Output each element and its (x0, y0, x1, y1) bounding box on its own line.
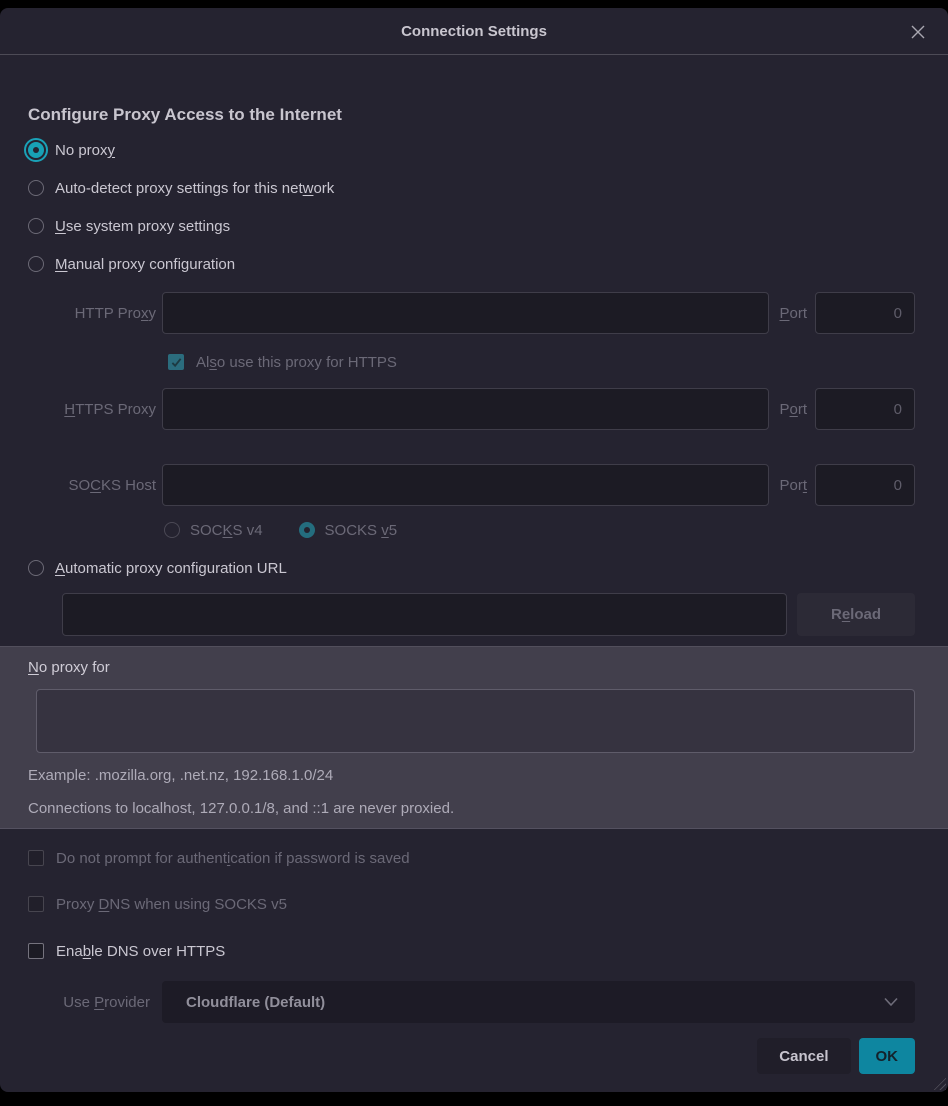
radio-label: No proxy (55, 141, 116, 159)
autoconfig-url-row (0, 593, 948, 636)
dialog-title: Connection Settings (401, 22, 547, 40)
http-proxy-label: HTTP Proxy (74, 304, 156, 322)
radio-label: Manual proxy configuration (55, 255, 236, 273)
no-proxy-example-text: Example: .mozilla.org, .net.nz, 192.168.1.0/24 (28, 767, 334, 784)
close-icon (910, 24, 926, 40)
radio-auto-detect[interactable] (0, 175, 948, 201)
radio-system-proxy[interactable] (0, 213, 948, 239)
radio-icon (28, 142, 44, 158)
https-port-input[interactable] (815, 388, 915, 430)
proxy-dns-socks5-label: Proxy DNS when using SOCKS v5 (56, 895, 287, 913)
http-proxy-row (0, 292, 948, 334)
https-port-label: Port (779, 400, 807, 418)
radio-icon (28, 560, 44, 576)
radio-label: SOCKS v5 (324, 521, 398, 539)
radio-label: Use system proxy settings (55, 217, 231, 235)
doh-provider-select[interactable] (162, 981, 915, 1023)
https-proxy-input[interactable] (162, 388, 769, 430)
no-proxy-for-section (0, 646, 948, 829)
radio-label: SOCKS v4 (190, 521, 263, 539)
enable-doh-label: Enable DNS over HTTPS (56, 942, 226, 960)
radio-icon (28, 218, 44, 234)
http-proxy-input[interactable] (162, 292, 769, 334)
checked-checkbox-icon (168, 354, 184, 370)
radio-manual-proxy[interactable] (0, 251, 948, 277)
close-button[interactable] (902, 16, 934, 48)
ok-button[interactable]: OK (859, 1038, 916, 1074)
dialog-footer (0, 1038, 948, 1074)
proxy-mode-radiogroup (0, 137, 948, 277)
no-proxy-for-textarea[interactable] (36, 689, 915, 753)
checkbox-icon (28, 943, 44, 959)
http-port-label: Port (779, 304, 807, 322)
doh-provider-selected-value: Cloudflare (Default) (186, 993, 326, 1011)
chevron-down-icon (883, 997, 899, 1007)
radio-icon (299, 522, 315, 538)
socks-host-label: SOCKS Host (68, 476, 156, 494)
no-auth-prompt-label: Do not prompt for authentication if password is saved (56, 849, 410, 867)
titlebar (0, 8, 948, 55)
radio-no-proxy[interactable] (0, 137, 948, 163)
radio-label: Auto-detect proxy settings for this network (55, 179, 335, 197)
radio-icon (28, 256, 44, 272)
connection-settings-dialog (0, 8, 948, 1092)
reload-button[interactable]: Reload (797, 593, 915, 636)
https-proxy-row (0, 388, 948, 430)
no-proxy-for-label: No proxy for (28, 659, 110, 676)
no-auth-prompt-checkbox-row[interactable] (28, 848, 948, 868)
https-proxy-label: HTTPS Proxy (64, 400, 156, 418)
socks-host-input[interactable] (162, 464, 769, 506)
enable-doh-checkbox-row[interactable] (28, 940, 948, 962)
autoconfig-url-input[interactable] (62, 593, 787, 636)
checkmark-icon (171, 357, 182, 368)
page-title: Configure Proxy Access to the Internet (28, 105, 342, 124)
resize-grip[interactable] (932, 1076, 946, 1090)
doh-provider-row (0, 981, 948, 1023)
cancel-button[interactable]: Cancel (757, 1038, 850, 1074)
use-provider-label: Use Provider (63, 993, 150, 1011)
radio-socks-v4[interactable] (164, 522, 263, 539)
radio-autoconfig-url[interactable] (0, 558, 948, 578)
proxy-dns-socks5-checkbox-row[interactable] (28, 894, 948, 914)
also-https-checkbox-row[interactable] (168, 352, 948, 372)
http-port-input[interactable] (815, 292, 915, 334)
socks-host-row (0, 464, 948, 506)
radio-socks-v5[interactable] (299, 522, 398, 539)
localhost-note-text: Connections to localhost, 127.0.0.1/8, and ::1 are never proxied. (28, 800, 455, 817)
radio-icon (164, 522, 180, 538)
checkbox-icon (28, 850, 44, 866)
socks-port-input[interactable] (815, 464, 915, 506)
also-https-label: Also use this proxy for HTTPS (196, 353, 397, 371)
radio-icon (28, 180, 44, 196)
socks-port-label: Port (779, 476, 807, 494)
radio-label: Automatic proxy configuration URL (55, 559, 287, 577)
checkbox-icon (28, 896, 44, 912)
socks-version-radiogroup (164, 520, 948, 540)
